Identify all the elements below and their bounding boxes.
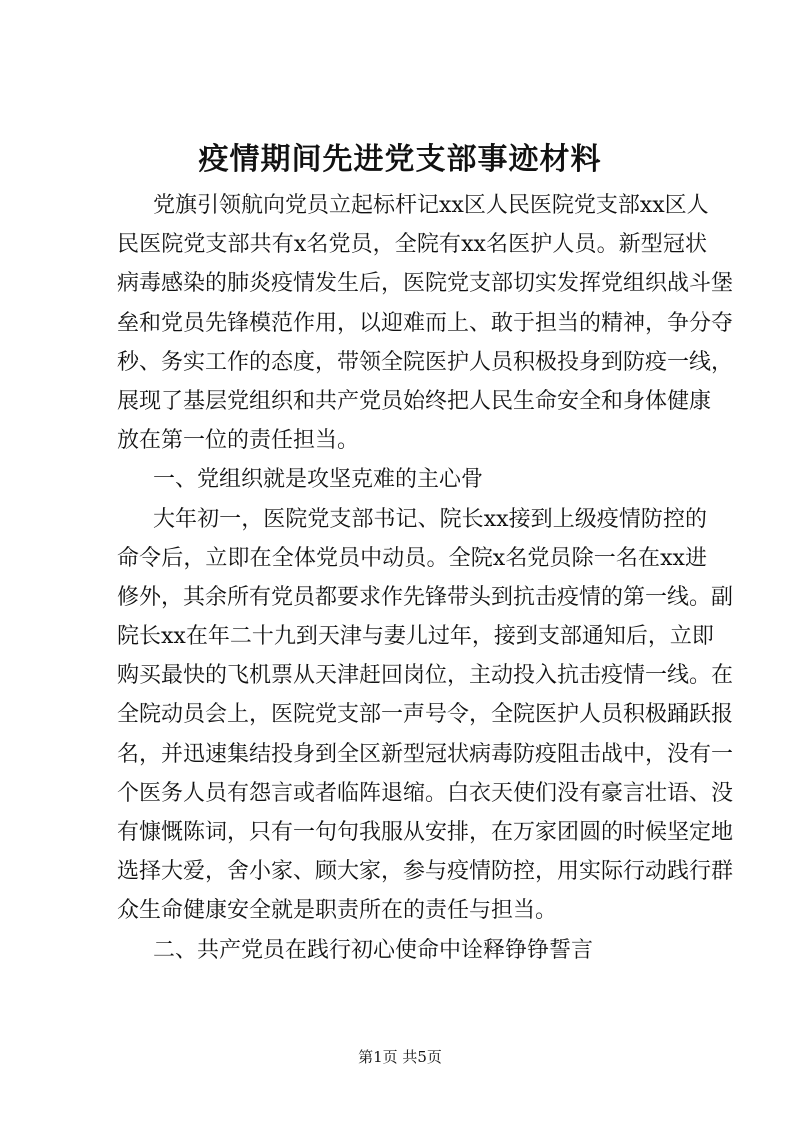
body-line: 院长xx在年二十九到天津与妻儿过年，接到支部通知后，立即 bbox=[117, 624, 714, 650]
body-line: 修外，其余所有党员都要求作先锋带头到抗击疫情的第一线。副 bbox=[117, 584, 734, 610]
body-line: 众生命健康安全就是职责所在的责任与担当。 bbox=[117, 898, 558, 924]
document-body bbox=[117, 186, 734, 970]
body-line: 有慷慨陈词，只有一句句我服从安排，在万家团圆的时候坚定地 bbox=[117, 820, 734, 845]
body-line: 病毒感染的肺炎疫情发生后，医院党支部切实发挥党组织战斗堡 bbox=[117, 271, 734, 297]
body-line: 个医务人员有怨言或者临阵退缩。白衣天使们没有豪言壮语、没 bbox=[117, 780, 734, 806]
body-line: 大年初一，医院党支部书记、院长xx接到上级疫情防控的 bbox=[153, 506, 707, 532]
body-line: 二、共产党员在践行初心使命中诠释铮铮誓言 bbox=[153, 937, 594, 963]
page-footer: 第1页 共5页 bbox=[358, 1048, 442, 1066]
body-line: 秒、务实工作的态度，带领全院医护人员积极投身到防疫一线， bbox=[117, 349, 734, 375]
body-line: 购买最快的飞机票从天津赶回岗位，主动投入抗击疫情一线。在 bbox=[117, 663, 734, 689]
body-line: 放在第一位的责任担当。 bbox=[117, 428, 360, 454]
body-line: 全院动员会上，医院党支部一声号令，全院医护人员积极踊跃报 bbox=[117, 702, 734, 728]
body-line: 命令后，立即在全体党员中动员。全院x名党员除一名在xx进 bbox=[117, 545, 707, 571]
body-line: 一、党组织就是攻坚克难的主心骨 bbox=[153, 467, 484, 493]
document-title: 疫情期间先进党支部事迹材料 bbox=[198, 142, 602, 177]
body-line: 党旗引领航向党员立起标杆记xx区人民医院党支部xx区人 bbox=[153, 193, 709, 218]
body-line: 民医院党支部共有x名党员，全院有xx名医护人员。新型冠状 bbox=[117, 232, 707, 258]
body-line: 垒和党员先锋模范作用，以迎难而上、敢于担当的精神，争分夺 bbox=[117, 310, 734, 336]
body-line: 选择大爱，舍小家、顾大家，参与疫情防控，用实际行动践行群 bbox=[117, 859, 734, 885]
body-line: 展现了基层党组织和共产党员始终把人民生命安全和身体健康 bbox=[117, 388, 712, 414]
body-line: 名，并迅速集结投身到全区新型冠状病毒防疫阻击战中，没有一 bbox=[117, 741, 734, 767]
